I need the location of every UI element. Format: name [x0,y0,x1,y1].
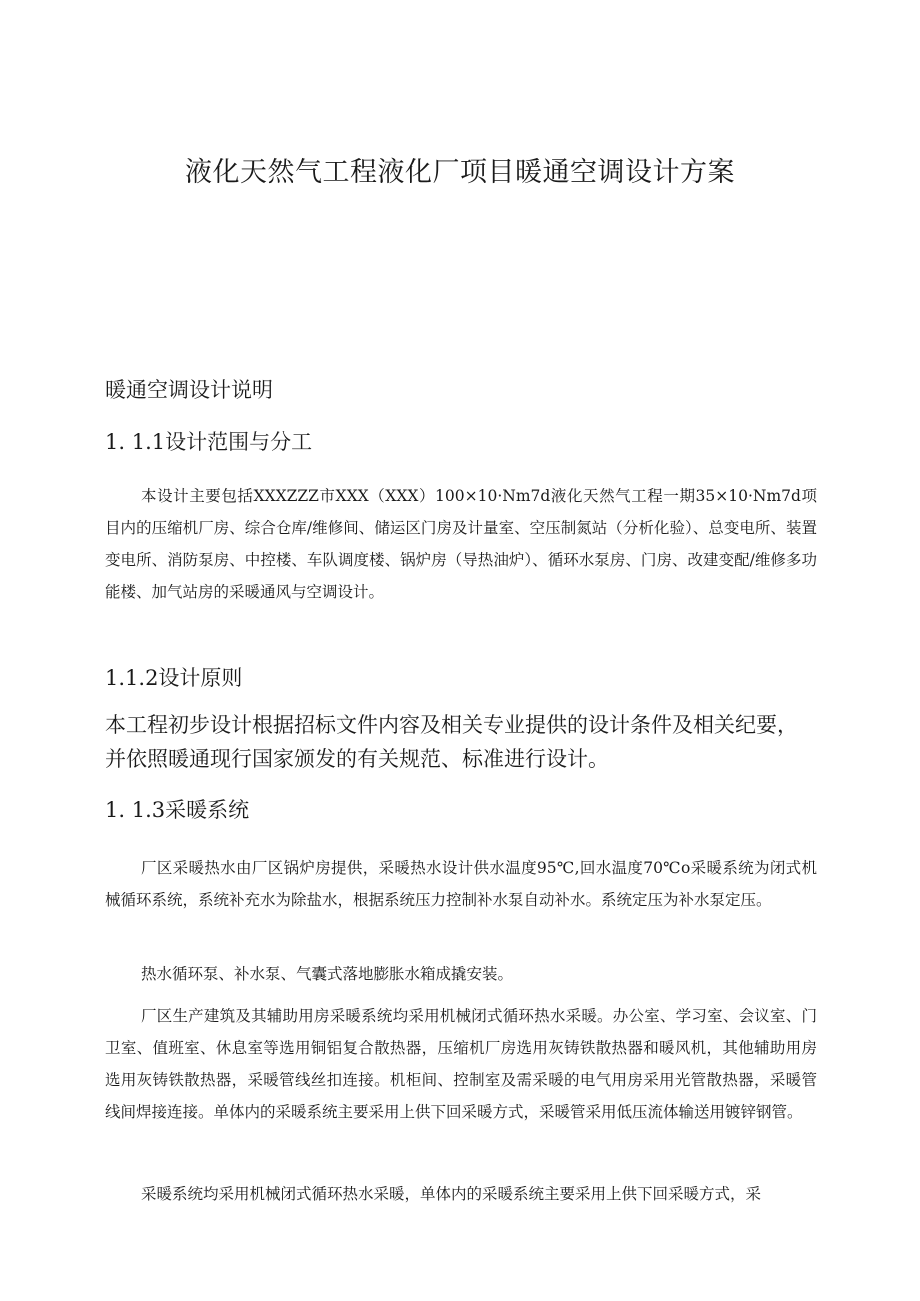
section-heading-heating: 1. 1.3采暖系统 [105,798,250,822]
main-heading: 暖通空调设计说明 [105,378,273,402]
paragraph-principle: 本工程初步设计根据招标文件内容及相关专业提供的设计条件及相关纪要，并依照暖通现行国家颁发的有关规范、标准进行设计。 [105,713,798,771]
section-heading-scope: 1. 1.1设计范围与分工 [105,430,313,454]
paragraph-heating-radiators: 厂区生产建筑及其辅助用房采暖系统均采用机械闭式循环热水采暖。办公室、学习室、会议室、门卫室、值班室、休息室等选用铜铝复合散热器，压缩机厂房选用灰铸铁散热器和暖风机，其他辅助用房选用灰铸铁散热器，采暖管线丝扣连接。机柜间、控制室及需采暖的电气用房采用光管散热器，采暖管线间焊接连接。单体内的采暖系统主要采用上供下回采暖方式，采暖管采用低压流体输送用镀锌钢管。 [105,1007,817,1121]
paragraph-heating-source: 厂区采暖热水由厂区锅炉房提供，采暖热水设计供水温度95℃,回水温度70℃o采暖系统为闭式机械循环系统，系统补充水为除盐水，根据系统压力控制补水泵自动补水。系统定压为补水泵定压。 [105,859,817,909]
paragraph-scope: 本设计主要包括XXXZZZ市XXX（XXX）100×10·Nm7d液化天然气工程一期35×10·Nm7d项目内的压缩机厂房、综合仓库/维修间、储运区门房及计量室、空压制氮站（分析化验）、总变电所、装置变电所、消防泵房、中控楼、车队调度楼、锅炉房（导热油炉）、循环水泵房、门房、改建变配/维修多功能楼、加气站房的采暖通风与空调设计。 [105,487,817,601]
paragraph-heating-system: 采暖系统均采用机械闭式循环热水采暖，单体内的采暖系统主要采用上供下回采暖方式，采 [141,1185,762,1203]
section-heading-principle: 1.1.2设计原则 [105,666,243,690]
document-title: 液化天然气工程液化厂项目暖通空调设计方案 [185,157,735,188]
paragraph-heating-equipment: 热水循环泵、补水泵、气囊式落地膨胀水箱成撬安装。 [141,965,514,983]
